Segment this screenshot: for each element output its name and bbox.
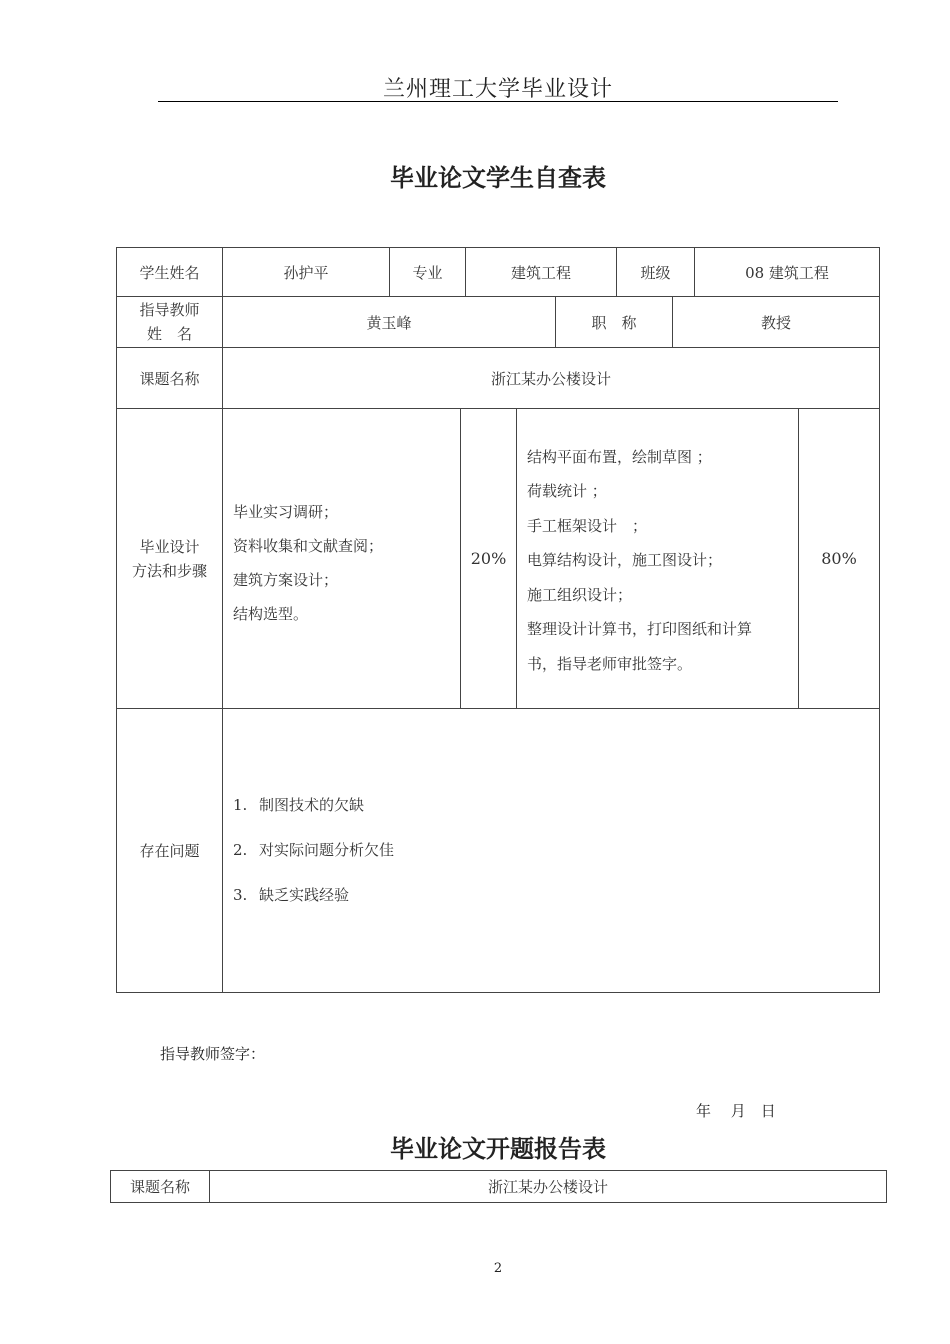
issue-number: 1. bbox=[233, 796, 248, 814]
self-check-title: 毕业论文学生自查表 bbox=[390, 164, 606, 192]
class-value: 08 建筑工程 bbox=[695, 248, 880, 297]
advisor-row bbox=[117, 297, 880, 348]
major-label: 专业 bbox=[390, 248, 466, 297]
header-divider bbox=[158, 101, 838, 102]
phase2-step: 荷载统计 ； bbox=[527, 482, 607, 501]
opening-report-table bbox=[110, 1170, 887, 1203]
professional-title-label: 职 称 bbox=[556, 297, 673, 348]
phase2-step: 书，指导老师审批签字。 bbox=[527, 654, 693, 673]
opening-report-title: 毕业论文开题报告表 bbox=[390, 1135, 606, 1163]
student-info-row bbox=[117, 248, 880, 297]
professional-title-value: 教授 bbox=[673, 297, 880, 348]
topic-value: 浙江某办公楼设计 bbox=[223, 348, 880, 409]
issues-label: 存在问题 bbox=[117, 709, 223, 993]
phase2-steps bbox=[517, 409, 799, 709]
phase2-step: 施工组织设计； bbox=[527, 585, 633, 604]
date-label: 年 月 日 bbox=[696, 1102, 776, 1120]
issue-item bbox=[233, 873, 875, 918]
advisor-signature-label: 指导教师签字： bbox=[160, 1045, 266, 1063]
method-label bbox=[117, 409, 223, 709]
topic-label: 课题名称 bbox=[117, 348, 223, 409]
phase1-steps bbox=[223, 409, 461, 709]
class-label: 班级 bbox=[617, 248, 695, 297]
phase1-percent: 20% bbox=[461, 409, 517, 709]
advisor-label-line1: 指导教师 bbox=[139, 301, 200, 319]
phase2-percent: 80% bbox=[799, 409, 880, 709]
issue-item bbox=[233, 828, 875, 873]
page-number: 2 bbox=[493, 1261, 503, 1276]
phase1-step: 建筑方案设计； bbox=[233, 570, 339, 589]
student-name-value: 孙护平 bbox=[223, 248, 390, 297]
self-check-table bbox=[116, 247, 880, 297]
advisor-label bbox=[117, 297, 223, 348]
advisor-table bbox=[116, 296, 880, 409]
method-label-line1: 毕业设计 bbox=[139, 537, 200, 556]
opening-topic-label: 课题名称 bbox=[111, 1171, 210, 1203]
phase2-step: 电算结构设计，施工图设计； bbox=[527, 551, 723, 570]
advisor-label-line2: 姓 名 bbox=[146, 325, 192, 343]
issue-text: 制图技术的欠缺 bbox=[259, 796, 365, 814]
issues-list bbox=[223, 709, 880, 993]
phase2-step: 结构平面布置，绘制草图 ； bbox=[527, 447, 712, 466]
issues-table bbox=[116, 708, 880, 993]
issue-text: 缺乏实践经验 bbox=[259, 886, 350, 904]
issue-text: 对实际问题分析欠佳 bbox=[259, 841, 395, 859]
issue-number: 3. bbox=[233, 886, 248, 904]
opening-topic-value: 浙江某办公楼设计 bbox=[210, 1171, 887, 1203]
topic-row bbox=[117, 348, 880, 409]
issue-number: 2. bbox=[233, 841, 248, 859]
phase1-step: 毕业实习调研； bbox=[233, 502, 339, 521]
issues-row bbox=[117, 709, 880, 993]
opening-topic-row bbox=[111, 1171, 887, 1203]
phase1-step: 结构选型。 bbox=[233, 604, 309, 623]
phase2-step: 整理设计计算书，打印图纸和计算 bbox=[527, 620, 753, 639]
method-label-line2: 方法和步骤 bbox=[131, 561, 207, 580]
phase1-step: 资料收集和文献查阅； bbox=[233, 536, 384, 555]
advisor-name-value: 黄玉峰 bbox=[223, 297, 556, 348]
phase2-step: 手工框架设计 ； bbox=[527, 516, 648, 535]
document-header-title: 兰州理工大学毕业设计 bbox=[382, 77, 613, 102]
student-name-label: 学生姓名 bbox=[117, 248, 223, 297]
issue-item bbox=[233, 783, 875, 828]
major-value: 建筑工程 bbox=[466, 248, 617, 297]
method-table bbox=[116, 408, 880, 709]
method-row bbox=[117, 409, 880, 709]
